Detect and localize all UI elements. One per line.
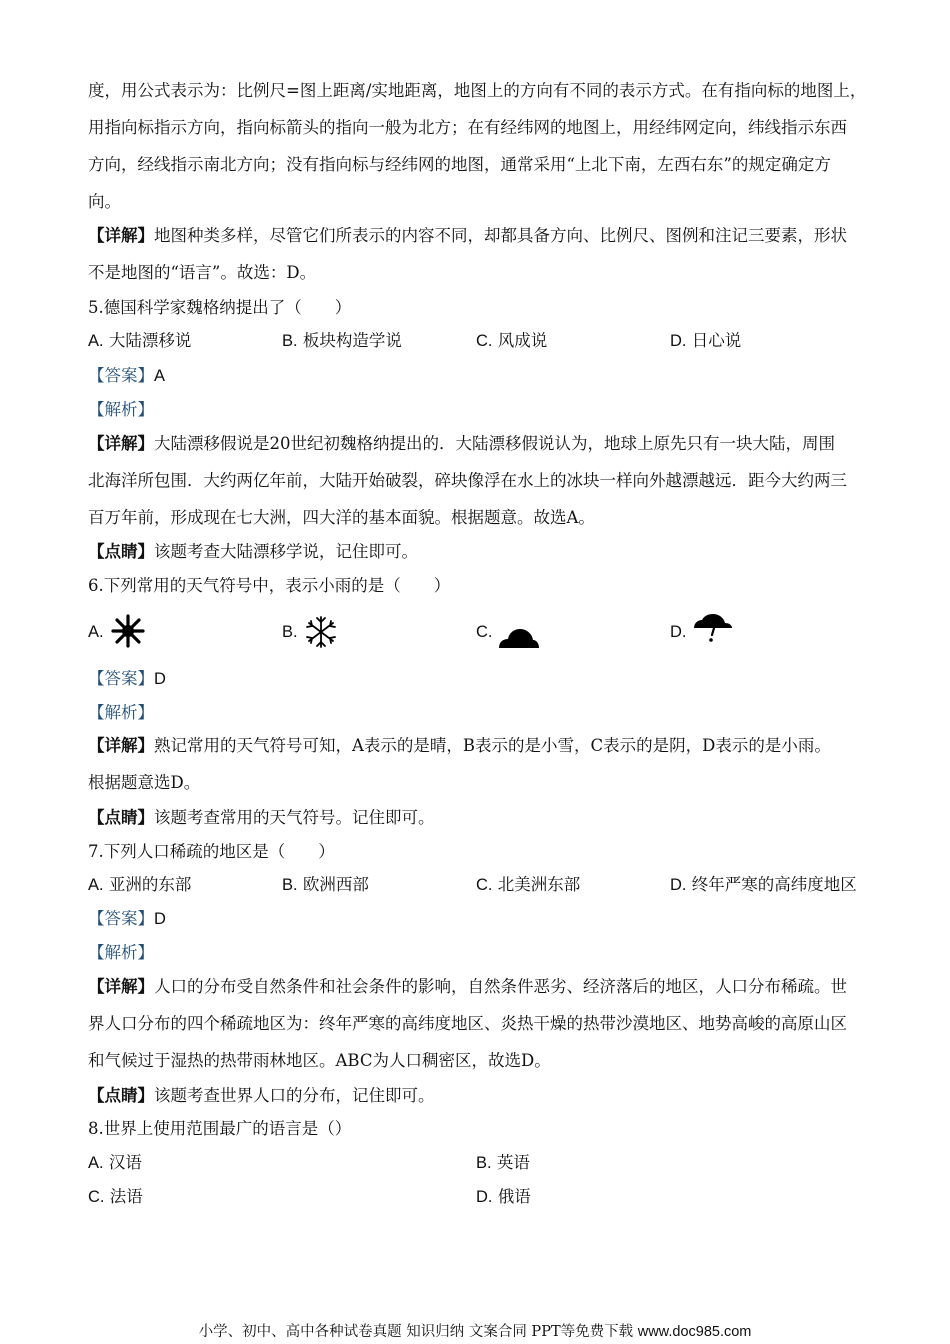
option-letter: C. xyxy=(476,876,493,894)
answer-line xyxy=(88,668,878,690)
option-text: 北美洲东部 xyxy=(497,875,581,894)
option-letter: D. xyxy=(670,332,687,350)
option-a xyxy=(88,330,191,352)
comment-tag: 【点睛】 xyxy=(88,1086,154,1105)
detail-tag: 【详解】 xyxy=(88,736,154,755)
detail-text: 大陆漂移假说是20世纪初魏格纳提出的．大陆漂移假说认为，地球上原先只有一块大陆，周围 xyxy=(154,434,835,453)
option-b xyxy=(282,874,369,896)
q5-detail-line: 百万年前，形成现在七大洲，四大洋的基本面貌。根据题意。故选A。 xyxy=(88,508,595,527)
footer-text: 小学、初中、高中各种试卷真题 知识归纳 文案合同 PPT等免费下载 xyxy=(198,1324,634,1340)
comment-text: 该题考查大陆漂移学说，记住即可。 xyxy=(154,542,418,561)
detail-text: 熟记常用的天气符号可知，A表示的是晴，B表示的是小雪，C表示的是阴，D表示的是小雨。 xyxy=(154,736,831,755)
paragraph-line: 度，用公式表示为：比例尺=图上距离/实地距离，地图上的方向有不同的表示方式。在有指向标的地图上， xyxy=(88,81,867,100)
light-rain-icon xyxy=(691,612,735,646)
option-text: 大陆漂移说 xyxy=(108,331,192,350)
option-d xyxy=(476,1186,531,1208)
option-letter: D. xyxy=(476,1188,493,1206)
option-c xyxy=(476,330,547,352)
option-letter: C. xyxy=(88,1188,105,1206)
q6-detail xyxy=(88,735,878,757)
option-c xyxy=(88,1186,143,1208)
question-stem: 8.世界上使用范围最广的语言是（） xyxy=(88,1119,352,1138)
option-text: 板块构造学说 xyxy=(302,331,402,350)
question-stem: 7.下列人口稀疏的地区是（ ） xyxy=(88,842,335,861)
detail-text: 人口的分布受自然条件和社会条件的影响，自然条件恶劣、经济落后的地区，人口分布稀疏。世 xyxy=(154,977,847,996)
option-text: 欧洲西部 xyxy=(302,875,369,894)
option-d xyxy=(670,874,857,896)
paragraph-line: 向。 xyxy=(88,192,121,211)
analysis-label: 【解析】 xyxy=(88,943,154,962)
option-a xyxy=(88,874,191,896)
answer-value: A xyxy=(154,367,166,385)
detail-tag: 【详解】 xyxy=(88,977,154,996)
option-b xyxy=(282,330,402,352)
option-letter: A. xyxy=(88,876,104,894)
answer-value: D xyxy=(154,670,166,688)
option-d xyxy=(670,330,741,352)
option-letter: B. xyxy=(282,332,298,350)
option-letter: A. xyxy=(88,1154,104,1172)
answer-tag: 【答案】 xyxy=(88,909,154,928)
comment-line xyxy=(88,807,878,829)
answer-value: D xyxy=(154,910,166,928)
option-letter: D. xyxy=(670,876,687,894)
footer-link[interactable]: www.doc985.com xyxy=(637,1324,752,1340)
option-a xyxy=(88,1152,142,1174)
option-text: 亚洲的东部 xyxy=(108,875,192,894)
detail-text: 地图种类多样，尽管它们所表示的内容不同，却都具备方向、比例尺、图例和注记三要素，形状 xyxy=(154,226,847,245)
option-a xyxy=(88,621,104,643)
overcast-icon xyxy=(497,624,541,650)
q5-detail-line: 北海洋所包围．大约两亿年前，大陆开始破裂，碎块像浮在水上的冰块一样向外越漂越远．距今大约两三 xyxy=(88,471,847,490)
answer-line xyxy=(88,908,878,930)
question-stem: 6.下列常用的天气符号中，表示小雨的是（ ） xyxy=(88,576,451,595)
analysis-label: 【解析】 xyxy=(88,400,154,419)
sunny-icon xyxy=(110,614,146,648)
comment-tag: 【点睛】 xyxy=(88,808,154,827)
analysis-tag xyxy=(88,702,878,724)
question-stem: 5.德国科学家魏格纳提出了（ ） xyxy=(88,298,352,317)
paragraph-line: 用指向标指示方向，指向标箭头的指向一般为北方；在有经纬网的地图上，用经纬网定向，纬线指示东西 xyxy=(88,118,847,137)
option-b xyxy=(476,1152,530,1174)
answer-tag: 【答案】 xyxy=(88,366,154,385)
analysis-tag xyxy=(88,399,878,421)
option-c xyxy=(476,874,580,896)
option-letter: A. xyxy=(88,623,104,641)
option-text: 风成说 xyxy=(497,331,548,350)
comment-tag: 【点睛】 xyxy=(88,542,154,561)
option-letter: B. xyxy=(282,623,298,641)
analysis-label: 【解析】 xyxy=(88,703,154,722)
comment-text: 该题考查常用的天气符号。记住即可。 xyxy=(154,808,435,827)
comment-text: 该题考查世界人口的分布，记住即可。 xyxy=(154,1086,435,1105)
option-text: 英语 xyxy=(496,1153,530,1172)
q4-detail-line: 不是地图的“语言”。故选：D。 xyxy=(88,263,317,282)
option-text: 汉语 xyxy=(108,1153,142,1172)
page-footer xyxy=(0,1322,950,1342)
option-text: 法语 xyxy=(109,1187,143,1206)
option-letter: B. xyxy=(282,876,298,894)
comment-line xyxy=(88,1085,878,1107)
q7-detail xyxy=(88,976,878,998)
paragraph-line: 方向，经线指示南北方向；没有指向标与经纬网的地图，通常采用“上北下南，左西右东”的规定确定方 xyxy=(88,155,831,174)
q7-detail-line: 界人口分布的四个稀疏地区为：终年严寒的高纬度地区、炎热干燥的热带沙漠地区、地势高峻的高原山区 xyxy=(88,1014,847,1033)
option-text: 日心说 xyxy=(691,331,742,350)
detail-tag: 【详解】 xyxy=(88,434,154,453)
option-letter: D. xyxy=(670,623,687,641)
option-letter: A. xyxy=(88,332,104,350)
q5-detail xyxy=(88,433,878,455)
option-text: 俄语 xyxy=(497,1187,531,1206)
q7-detail-line: 和气候过于湿热的热带雨林地区。ABC为人口稠密区，故选D。 xyxy=(88,1051,551,1070)
q4-detail xyxy=(88,225,878,247)
answer-line xyxy=(88,365,878,387)
q6-detail-line: 根据题意选D。 xyxy=(88,773,201,792)
option-text: 终年严寒的高纬度地区 xyxy=(691,875,857,894)
option-b xyxy=(282,621,298,643)
answer-tag: 【答案】 xyxy=(88,669,154,688)
detail-tag: 【详解】 xyxy=(88,226,154,245)
option-d xyxy=(670,621,687,643)
option-letter: C. xyxy=(476,332,493,350)
comment-line xyxy=(88,541,878,563)
option-letter: C. xyxy=(476,623,493,641)
light-snow-icon xyxy=(303,614,339,650)
option-c xyxy=(476,621,493,643)
analysis-tag xyxy=(88,942,878,964)
option-letter: B. xyxy=(476,1154,492,1172)
